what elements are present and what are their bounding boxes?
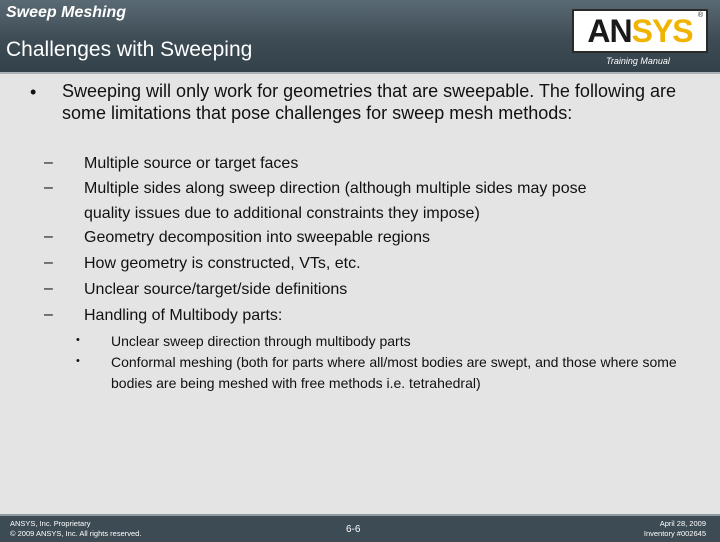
logo-wordmark: ANSYS [587, 13, 693, 49]
limitation-item: Multiple sides along sweep direction (although multiple sides may pose quality issues due to additional constraints they impose) [84, 180, 587, 222]
slide-title: Challenges with Sweeping [6, 38, 253, 61]
dash-icon: – [44, 154, 53, 171]
intro-text: Sweeping will only work for geometries that are sweepable. The following are some limitations that pose challenges for sweep mesh methods: [62, 81, 676, 123]
multibody-point: Unclear sweep direction through multibody parts [111, 333, 411, 349]
header-bar [0, 0, 720, 73]
limitation-item: How geometry is constructed, VTs, etc. [84, 255, 361, 272]
sub-bullet-icon: • [76, 355, 80, 367]
limitation-item: Geometry decomposition into sweepable regions [84, 229, 430, 246]
footer-legal [10, 519, 141, 539]
limitation-item: Multiple source or target faces [84, 155, 299, 172]
header-divider [0, 72, 720, 74]
bullet-icon: • [30, 82, 37, 102]
footer-date: April 28, 2009 [659, 519, 706, 528]
dash-icon: – [44, 280, 53, 297]
dash-icon: – [44, 306, 53, 323]
dash-icon: – [44, 228, 53, 245]
training-manual-label: Training Manual [606, 56, 670, 66]
registered-mark: ® [697, 12, 703, 19]
copyright-notice: © 2009 ANSYS, Inc. All rights reserved. [10, 529, 142, 538]
proprietary-notice: ANSYS, Inc. Proprietary [10, 519, 91, 528]
page-number: 6-6 [346, 524, 361, 535]
ansys-logo [572, 9, 708, 53]
dash-icon: – [44, 179, 53, 196]
inventory-number: Inventory #002645 [643, 529, 706, 538]
multibody-point: Conformal meshing (both for parts where all/most bodies are swept, and those where some bodies are being meshed with free methods i.e. tetrahedral) [111, 354, 677, 391]
sub-bullet-icon: • [76, 334, 80, 346]
section-title: Sweep Meshing [6, 4, 127, 21]
limitation-item: Handling of Multibody parts: [84, 307, 283, 324]
limitation-item: Unclear source/target/side definitions [84, 281, 348, 298]
dash-icon: – [44, 254, 53, 271]
footer-meta [644, 519, 706, 539]
footer-bar [0, 514, 720, 542]
